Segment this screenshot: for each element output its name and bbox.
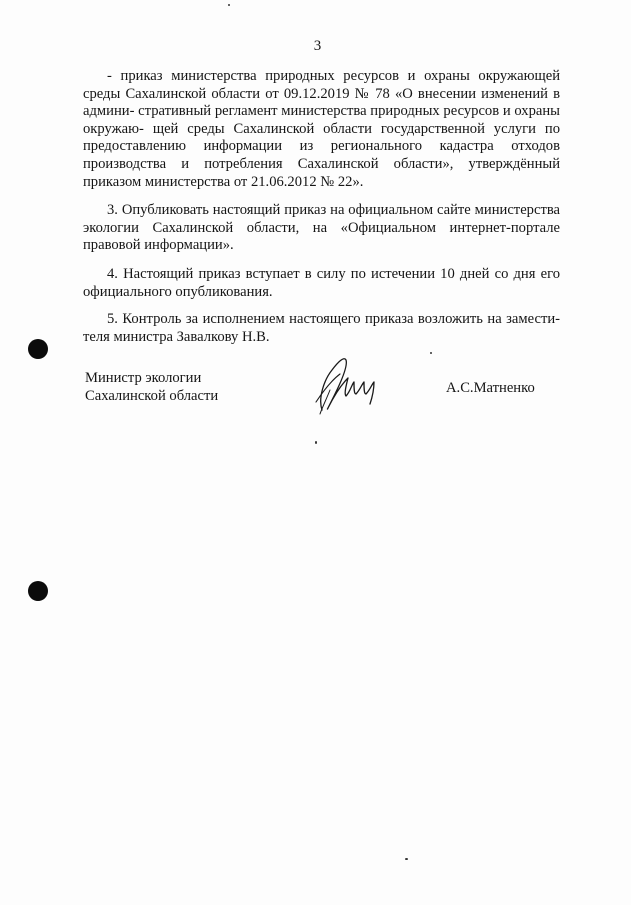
text-line: информации». bbox=[144, 237, 234, 254]
text-line: № 22». bbox=[320, 173, 364, 190]
text-line: теля министра Завалкову Н.В. bbox=[83, 328, 270, 345]
text-line: 3. Опубликовать настоящий приказ на официальном сайте министерства bbox=[107, 202, 560, 219]
scan-speck bbox=[405, 858, 408, 860]
signatory-position bbox=[85, 370, 218, 405]
text-line: официального опубликования. bbox=[83, 283, 273, 300]
text-line: щей среды Сахалинской области государственной услуги по предоставлению bbox=[83, 120, 560, 155]
signatory-name: А.С.Матненко bbox=[446, 380, 535, 396]
signatory-position-line: Сахалинской области bbox=[85, 387, 219, 404]
paragraph-item-5 bbox=[83, 311, 560, 346]
text-line: 4. Настоящий приказ вступает в силу по истечении 10 дней со дня его bbox=[107, 265, 560, 282]
punch-hole bbox=[28, 339, 48, 359]
text-line: Сахалинской области от 09.12.2019 № 78 «О внесении изменений в админи- bbox=[83, 85, 560, 120]
punch-hole bbox=[28, 581, 48, 601]
text-line: - приказ министерства природных ресурсов и охраны окружающей среды bbox=[83, 68, 560, 102]
scan-speck bbox=[228, 4, 230, 6]
paragraph-item-4 bbox=[83, 266, 560, 301]
paragraph-item-3 bbox=[83, 202, 560, 255]
text-line: стративный регламент министерства природных ресурсов и охраны окружаю- bbox=[83, 103, 560, 137]
handwritten-signature-icon bbox=[310, 350, 385, 418]
document-body bbox=[83, 68, 560, 356]
text-line: Сахалинской области», утверждённый приказом министерства от 21.06.2012 bbox=[83, 155, 561, 190]
paragraph-order-reference bbox=[83, 68, 560, 191]
text-line: информации из регионального кадастра отходов производства и потребления bbox=[83, 138, 560, 172]
scan-speck bbox=[430, 352, 432, 354]
text-line: экологии Сахалинской области, на «Официальном интернет-портале правовой bbox=[83, 219, 560, 254]
signatory-position-line: Министр экологии bbox=[85, 370, 202, 386]
page-number: 3 bbox=[313, 38, 322, 54]
scan-speck bbox=[315, 441, 317, 444]
text-line: 5. Контроль за исполнением настоящего приказа возложить на замести- bbox=[107, 311, 560, 328]
